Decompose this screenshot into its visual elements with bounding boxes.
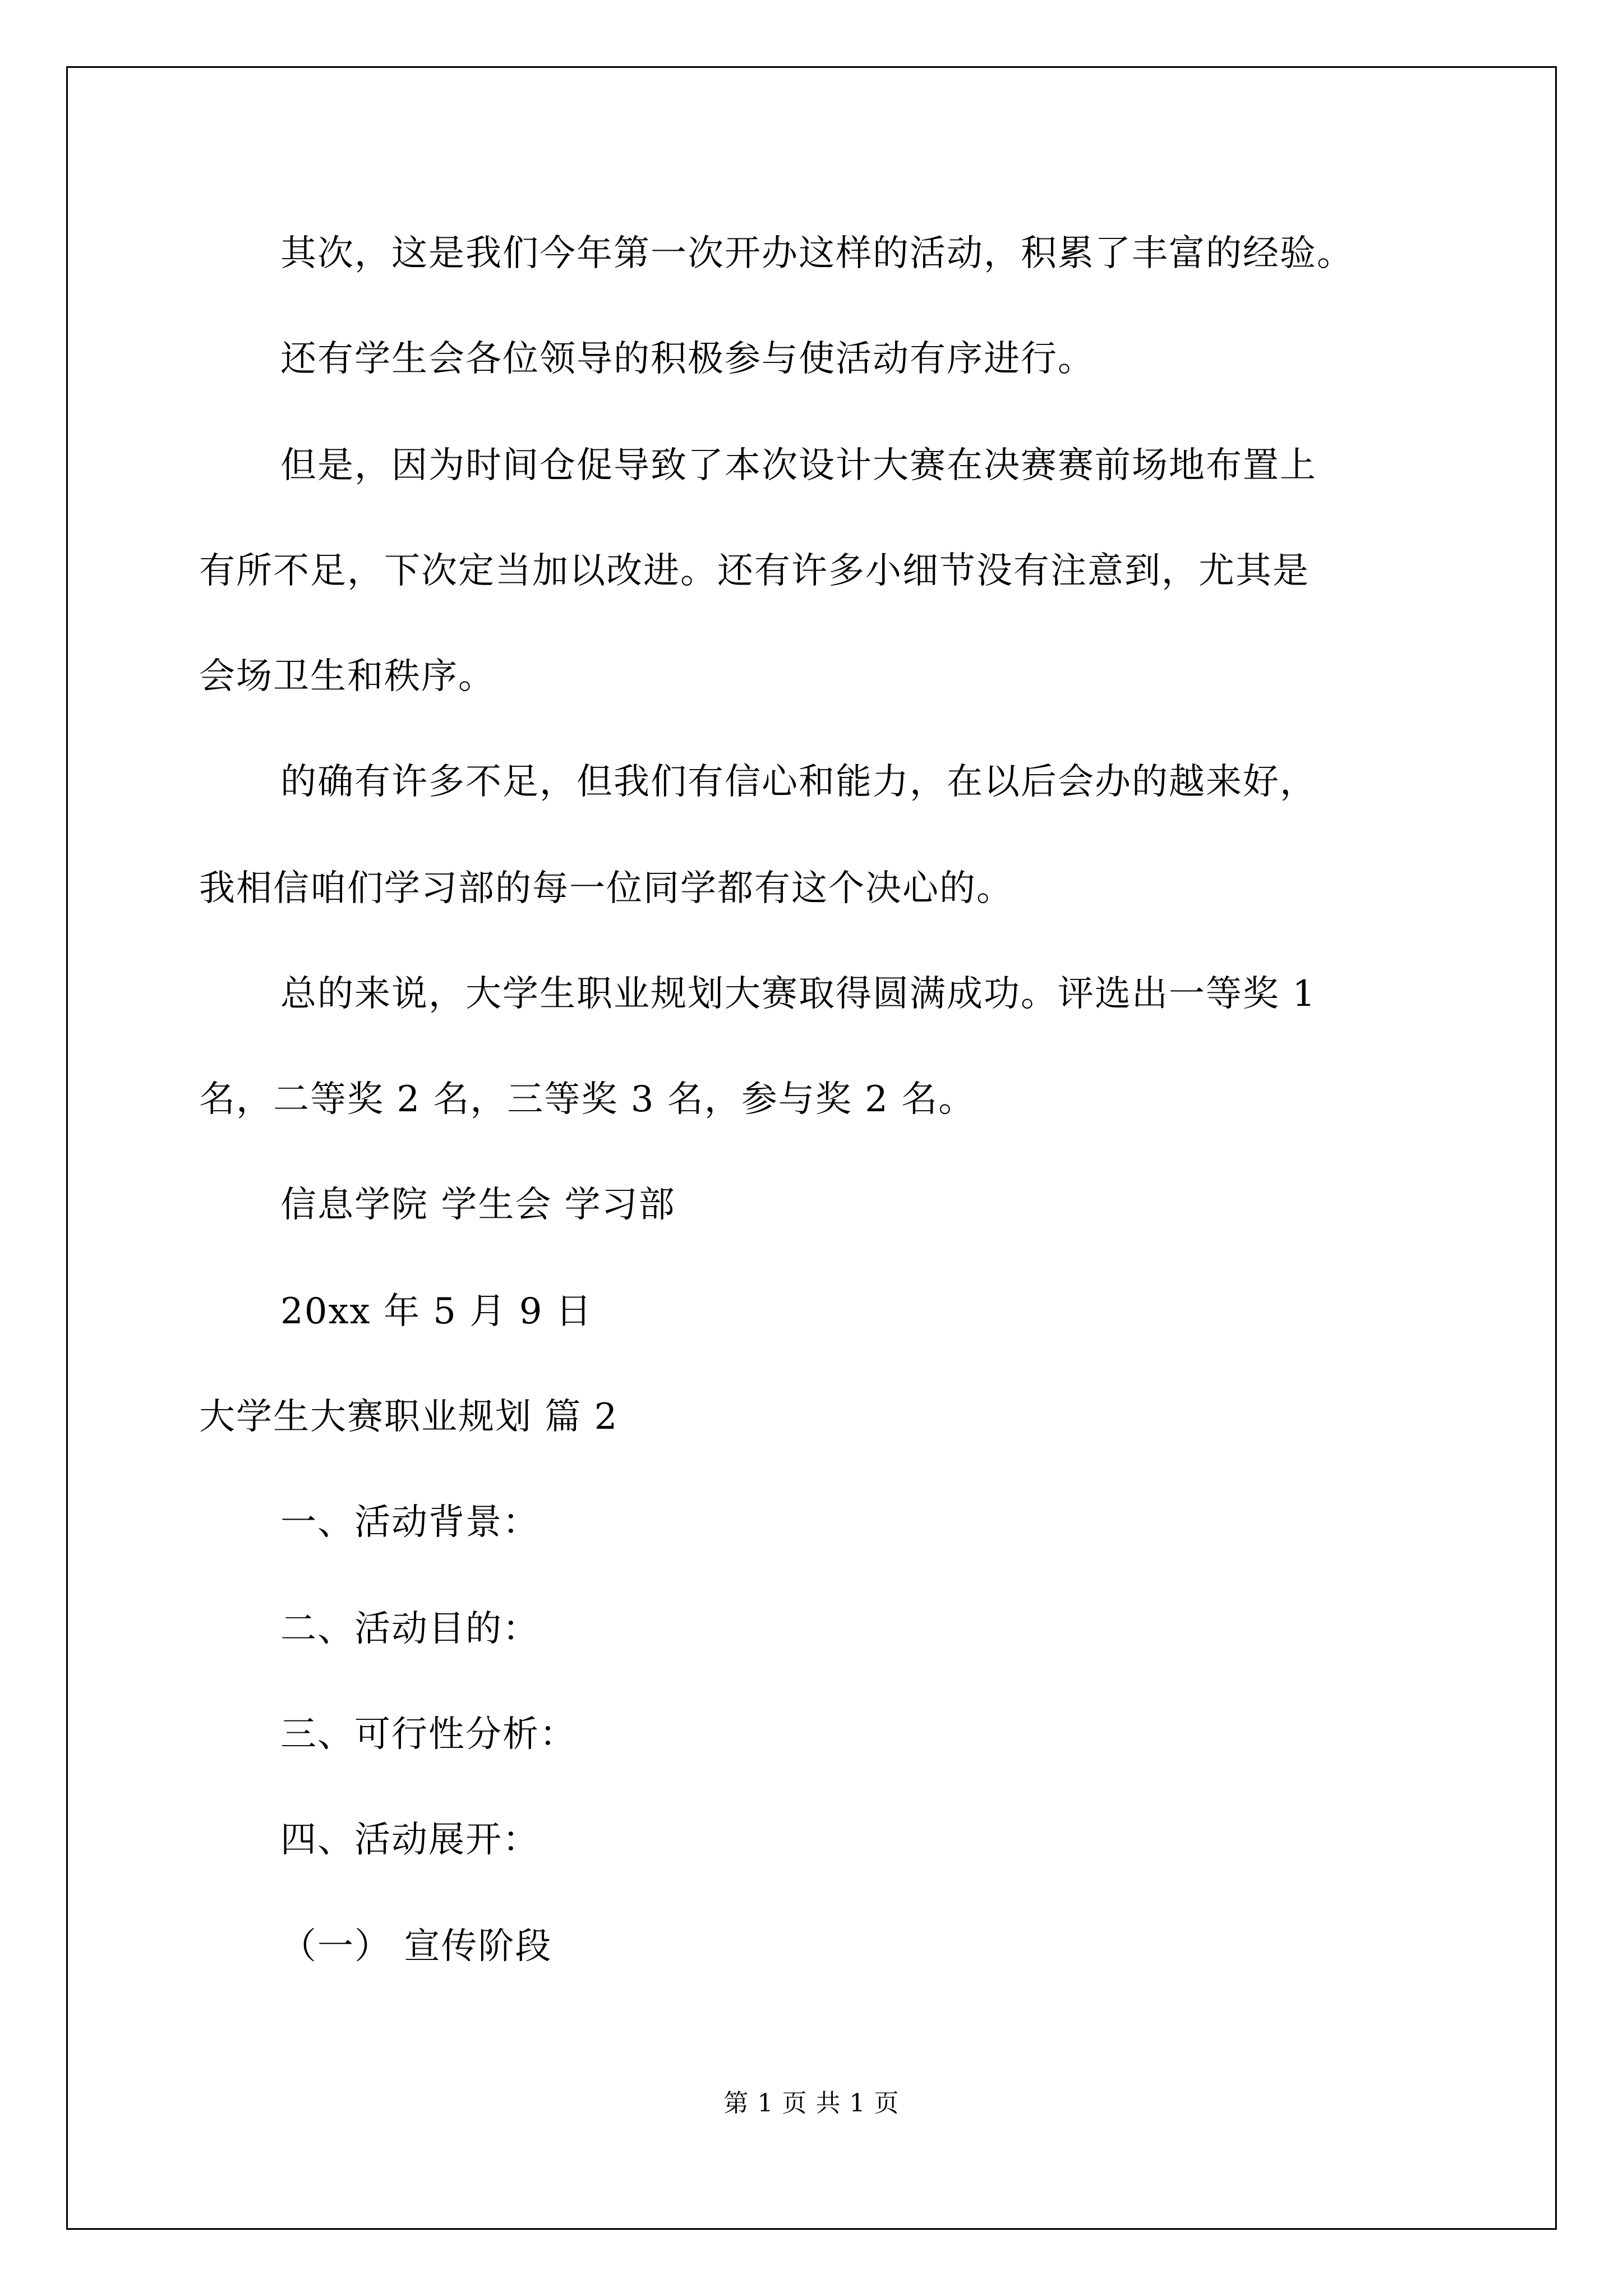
list-item: 三、可行性分析： <box>280 1714 577 1755</box>
paragraph-line: 但是，因为时间仓促导致了本次设计大赛在决赛赛前场地布置上 <box>280 445 1317 486</box>
paragraph-line: 我相信咱们学习部的每一位同学都有这个决心的。 <box>199 868 1013 909</box>
list-item: 一、活动背景： <box>280 1502 540 1543</box>
paragraph-line: 还有学生会各位领导的积极参与使活动有序进行。 <box>280 338 1095 380</box>
paragraph-line: 有所不足，下次定当加以改进。还有许多小细节没有注意到，尤其是 <box>199 550 1310 592</box>
page-border <box>66 66 1557 2230</box>
paragraph-line: 名，二等奖 2 名，三等奖 3 名，参与奖 2 名。 <box>199 1079 976 1120</box>
signature-date: 20xx 年 5 月 9 日 <box>280 1291 593 1332</box>
paragraph-line: 总的来说，大学生职业规划大赛取得圆满成功。评选出一等奖 1 <box>280 973 1317 1015</box>
list-item: 四、活动展开： <box>280 1819 540 1861</box>
signature-organization: 信息学院 学生会 学习部 <box>280 1184 676 1226</box>
paragraph-line: 的确有许多不足，但我们有信心和能力，在以后会办的越来好， <box>280 761 1317 803</box>
section-heading: 大学生大赛职业规划 篇 2 <box>199 1396 619 1438</box>
list-item: 二、活动目的： <box>280 1608 540 1650</box>
sub-list-item: （一） 宣传阶段 <box>280 1926 552 1967</box>
paragraph-line: 会场卫生和秩序。 <box>199 656 495 697</box>
page-footer: 第 1 页 共 1 页 <box>723 2089 900 2118</box>
paragraph-line: 其次，这是我们今年第一次开办这样的活动，积累了丰富的经验。 <box>280 233 1354 274</box>
